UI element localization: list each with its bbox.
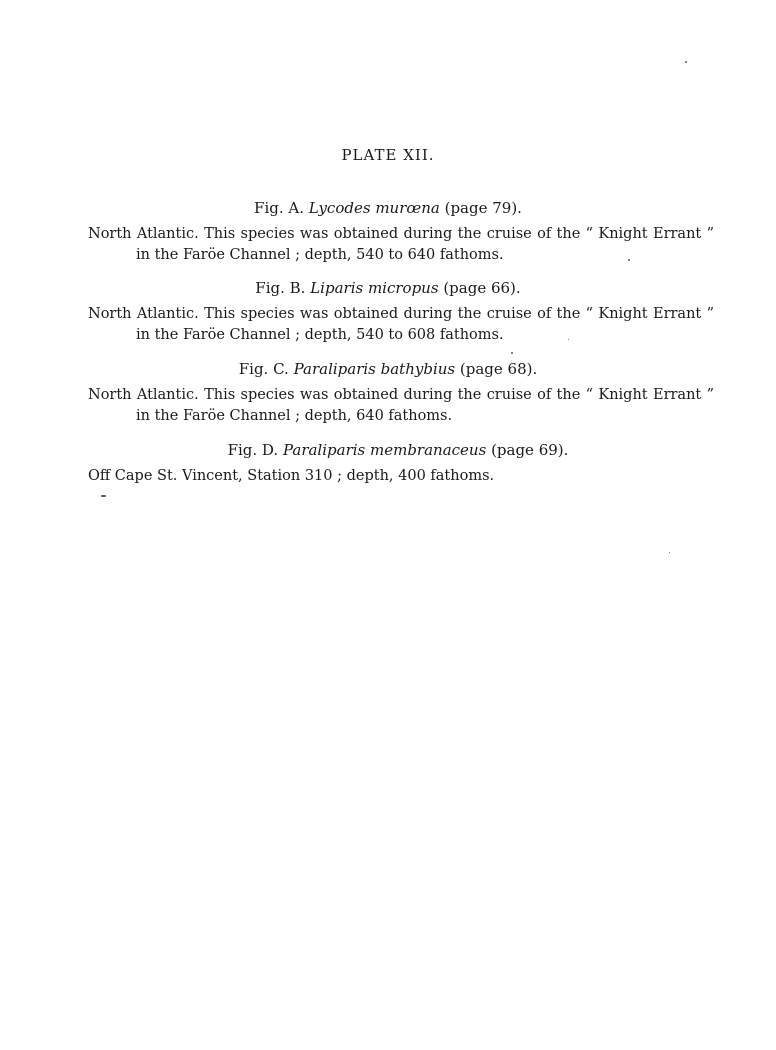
- paper-speck: [669, 552, 670, 553]
- figure-d-species: Paraliparis membranaceus: [282, 441, 487, 459]
- figure-b-species: Liparis micropus: [310, 279, 439, 297]
- figure-d: [0, 441, 776, 487]
- figure-b-page-ref: (page 66).: [443, 279, 521, 297]
- figure-d-heading: [0, 441, 776, 459]
- figure-c-description: [0, 385, 776, 427]
- figure-b-heading: [0, 279, 776, 297]
- figure-b: [0, 279, 776, 346]
- figure-a-description: [0, 224, 776, 266]
- figure-a-page-ref: (page 79).: [444, 199, 522, 217]
- figure-b-desc-line1: North Atlantic. This species was obtained during the cruise of the “ Knight Errant ”: [88, 306, 714, 322]
- figure-c-desc-line1: North Atlantic. This species was obtained during the cruise of the “ Knight Errant ”: [88, 387, 714, 403]
- paper-speck: [511, 352, 513, 354]
- paper-speck: [685, 61, 687, 63]
- figure-a: [0, 199, 776, 266]
- figure-a-species: Lycodes murœna: [308, 199, 440, 217]
- figure-c-label: Fig. C.: [238, 360, 289, 378]
- figure-d-description: [0, 466, 776, 487]
- paper-speck: [568, 339, 569, 340]
- figure-a-desc-line2: in the Faröe Channel ; depth, 540 to 640 fathoms.: [136, 247, 504, 263]
- figure-c-heading: [0, 360, 776, 378]
- figure-d-page-ref: (page 69).: [491, 441, 569, 459]
- figure-a-heading: [0, 199, 776, 217]
- figure-b-label: Fig. B.: [255, 279, 306, 297]
- figure-c-page-ref: (page 68).: [459, 360, 538, 378]
- figure-a-label: Fig. A.: [254, 199, 304, 217]
- figure-b-desc-line2: in the Faröe Channel ; depth, 540 to 608 fathoms.: [136, 327, 504, 343]
- paper-speck: [101, 495, 106, 497]
- figure-d-label: Fig. D.: [227, 441, 279, 459]
- figure-a-desc-line1: North Atlantic. This species was obtained during the cruise of the “ Knight Errant ”: [88, 226, 714, 242]
- figure-c-species: Paraliparis bathybius: [293, 360, 456, 378]
- plate-title: PLATE XII.: [341, 146, 435, 164]
- figure-d-desc-line1: Off Cape St. Vincent, Station 310 ; depth, 400 fathoms.: [88, 468, 495, 484]
- paper-speck: [628, 259, 630, 261]
- figure-c-desc-line2: in the Faröe Channel ; depth, 640 fathoms.: [136, 408, 453, 424]
- figure-b-description: [0, 304, 776, 346]
- figure-c: [0, 360, 776, 427]
